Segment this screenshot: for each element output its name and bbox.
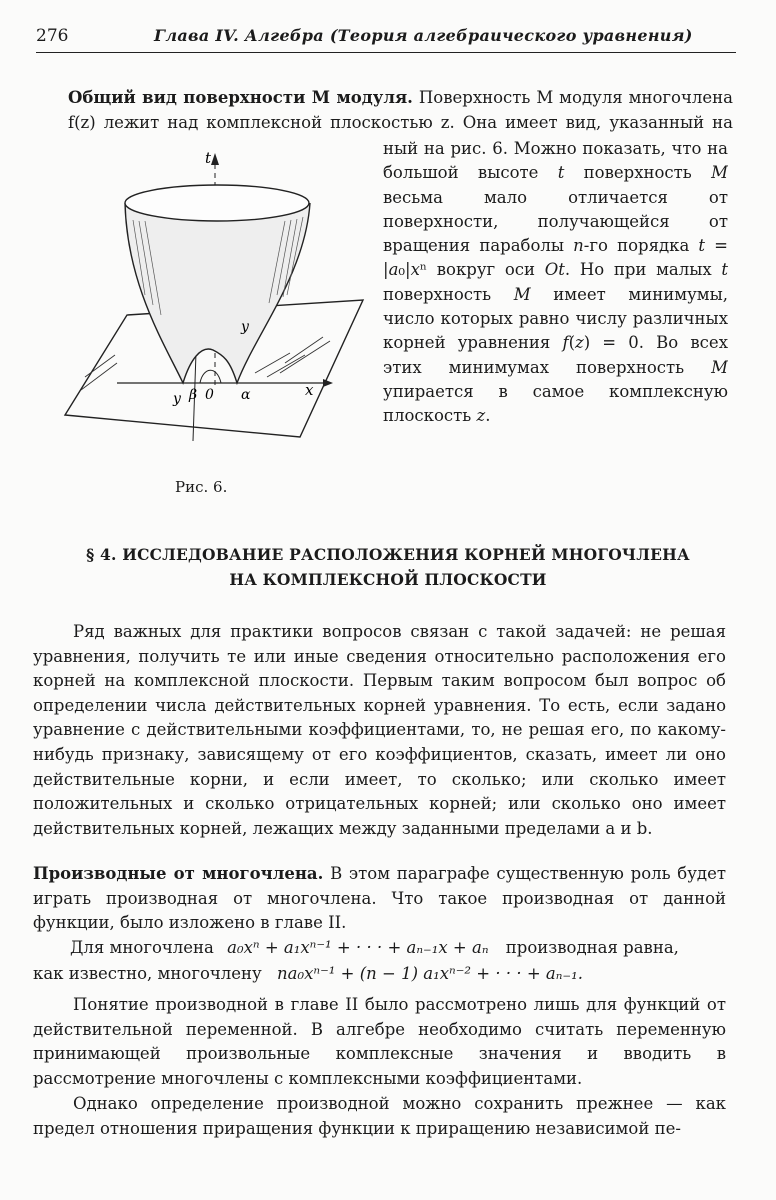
formula-line-2: как известно, многочлену na₀xⁿ⁻¹ + (n − 1) a₁xⁿ⁻² + · · · + aₙ₋₁.: [33, 964, 583, 983]
intro-text: Поверхность M модуля многочлена f(z) лежит над комплексной плоскостью z. Она имеет вид, указанный на: [68, 88, 733, 132]
section-title-line2: НА КОМПЛЕКСНОЙ ПЛОСКОСТИ: [229, 570, 547, 589]
intro-paragraph: [68, 86, 733, 136]
intro-continuation: ный на рис. 6. Можно показать, что на большой высоте t поверхность M весьма мало отличается от поверхности, получающейся от вращения параболы n-го порядка t = |a₀|xⁿ вокруг оси Ot. Но при малых t поверхность M имеет минимумы, число которых равно числу различных корней уравнения f(z) = 0. Во всех этих минимумах поверхность M упирается в самое комплексную плоскость z.: [383, 139, 728, 426]
label-x: x: [305, 381, 314, 399]
running-header: [36, 24, 736, 53]
label-y-lower: y: [173, 391, 181, 407]
formula-line-1: Для многочлена a₀xⁿ + a₁xⁿ⁻¹ + · · · + aₙ₋₁x + aₙ производная равна,: [70, 938, 679, 957]
label-y-upper: y: [241, 319, 249, 335]
derivative-formula: na₀xⁿ⁻¹ + (n − 1) a₁xⁿ⁻² + · · · + aₙ₋₁.: [277, 964, 583, 983]
intro-bold-lead: Общий вид поверхности M модуля.: [68, 88, 413, 107]
label-zero: 0: [205, 387, 214, 403]
paragraph-2-text: В этом параграфе существенную роль будет играть производная от многочлена. Что такое производная от данной функции, было изложено в главе II.: [33, 864, 726, 933]
polynomial-formula: a₀xⁿ + a₁xⁿ⁻¹ + · · · + aₙ₋₁x + aₙ: [227, 938, 489, 957]
label-alpha: α: [241, 387, 251, 403]
page-number: 276: [36, 26, 69, 46]
label-beta: β: [189, 387, 198, 403]
paragraph-5: Однако определение производной можно сохранить прежнее — как предел отношения приращения функции к приращению независимой пе-: [33, 1094, 726, 1138]
figure-caption: Рис. 6.: [175, 478, 228, 496]
paragraph-4: Понятие производной в главе II было рассмотрено лишь для функций от действительной переменной. В алгебре необходимо считать переменную принимающей произвольные комплексные значения и вводить в рассмотрение многочлены с комплексными коэффициентами.: [33, 995, 726, 1088]
surface-rim: [125, 185, 309, 221]
label-t: t: [205, 149, 212, 167]
paragraph-1: Ряд важных для практики вопросов связан с такой задачей: не решая уравнения, получить те или иные сведения относительно расположения его корней на комплексной плоскости. Первым таким вопросом был вопрос об определении числа действительных корней уравнения. То есть, если задано уравнение с действительными коэффициентами, то, не решая его, по какому-нибудь признаку, зависящему от его коэффициентов, сказать, имеет ли оно действительные корни, и если имеет, то сколько; или сколько имеет положительных и сколько отрицательных корней; или сколько оно имеет действительных корней, лежащих между заданными пределами a и b.: [33, 622, 726, 838]
surface-bowl: [125, 203, 310, 383]
paragraph-2: [33, 862, 726, 936]
section-title-line1: § 4. ИССЛЕДОВАНИЕ РАСПОЛОЖЕНИЯ КОРНЕЙ МНОГОЧЛЕНА: [86, 545, 690, 564]
paragraph-2-bold: Производные от многочлена.: [33, 864, 324, 883]
running-title: Глава IV. Алгебра (Теория алгебраического уравнения): [154, 26, 693, 45]
figure-surface-modulus: [55, 145, 375, 445]
